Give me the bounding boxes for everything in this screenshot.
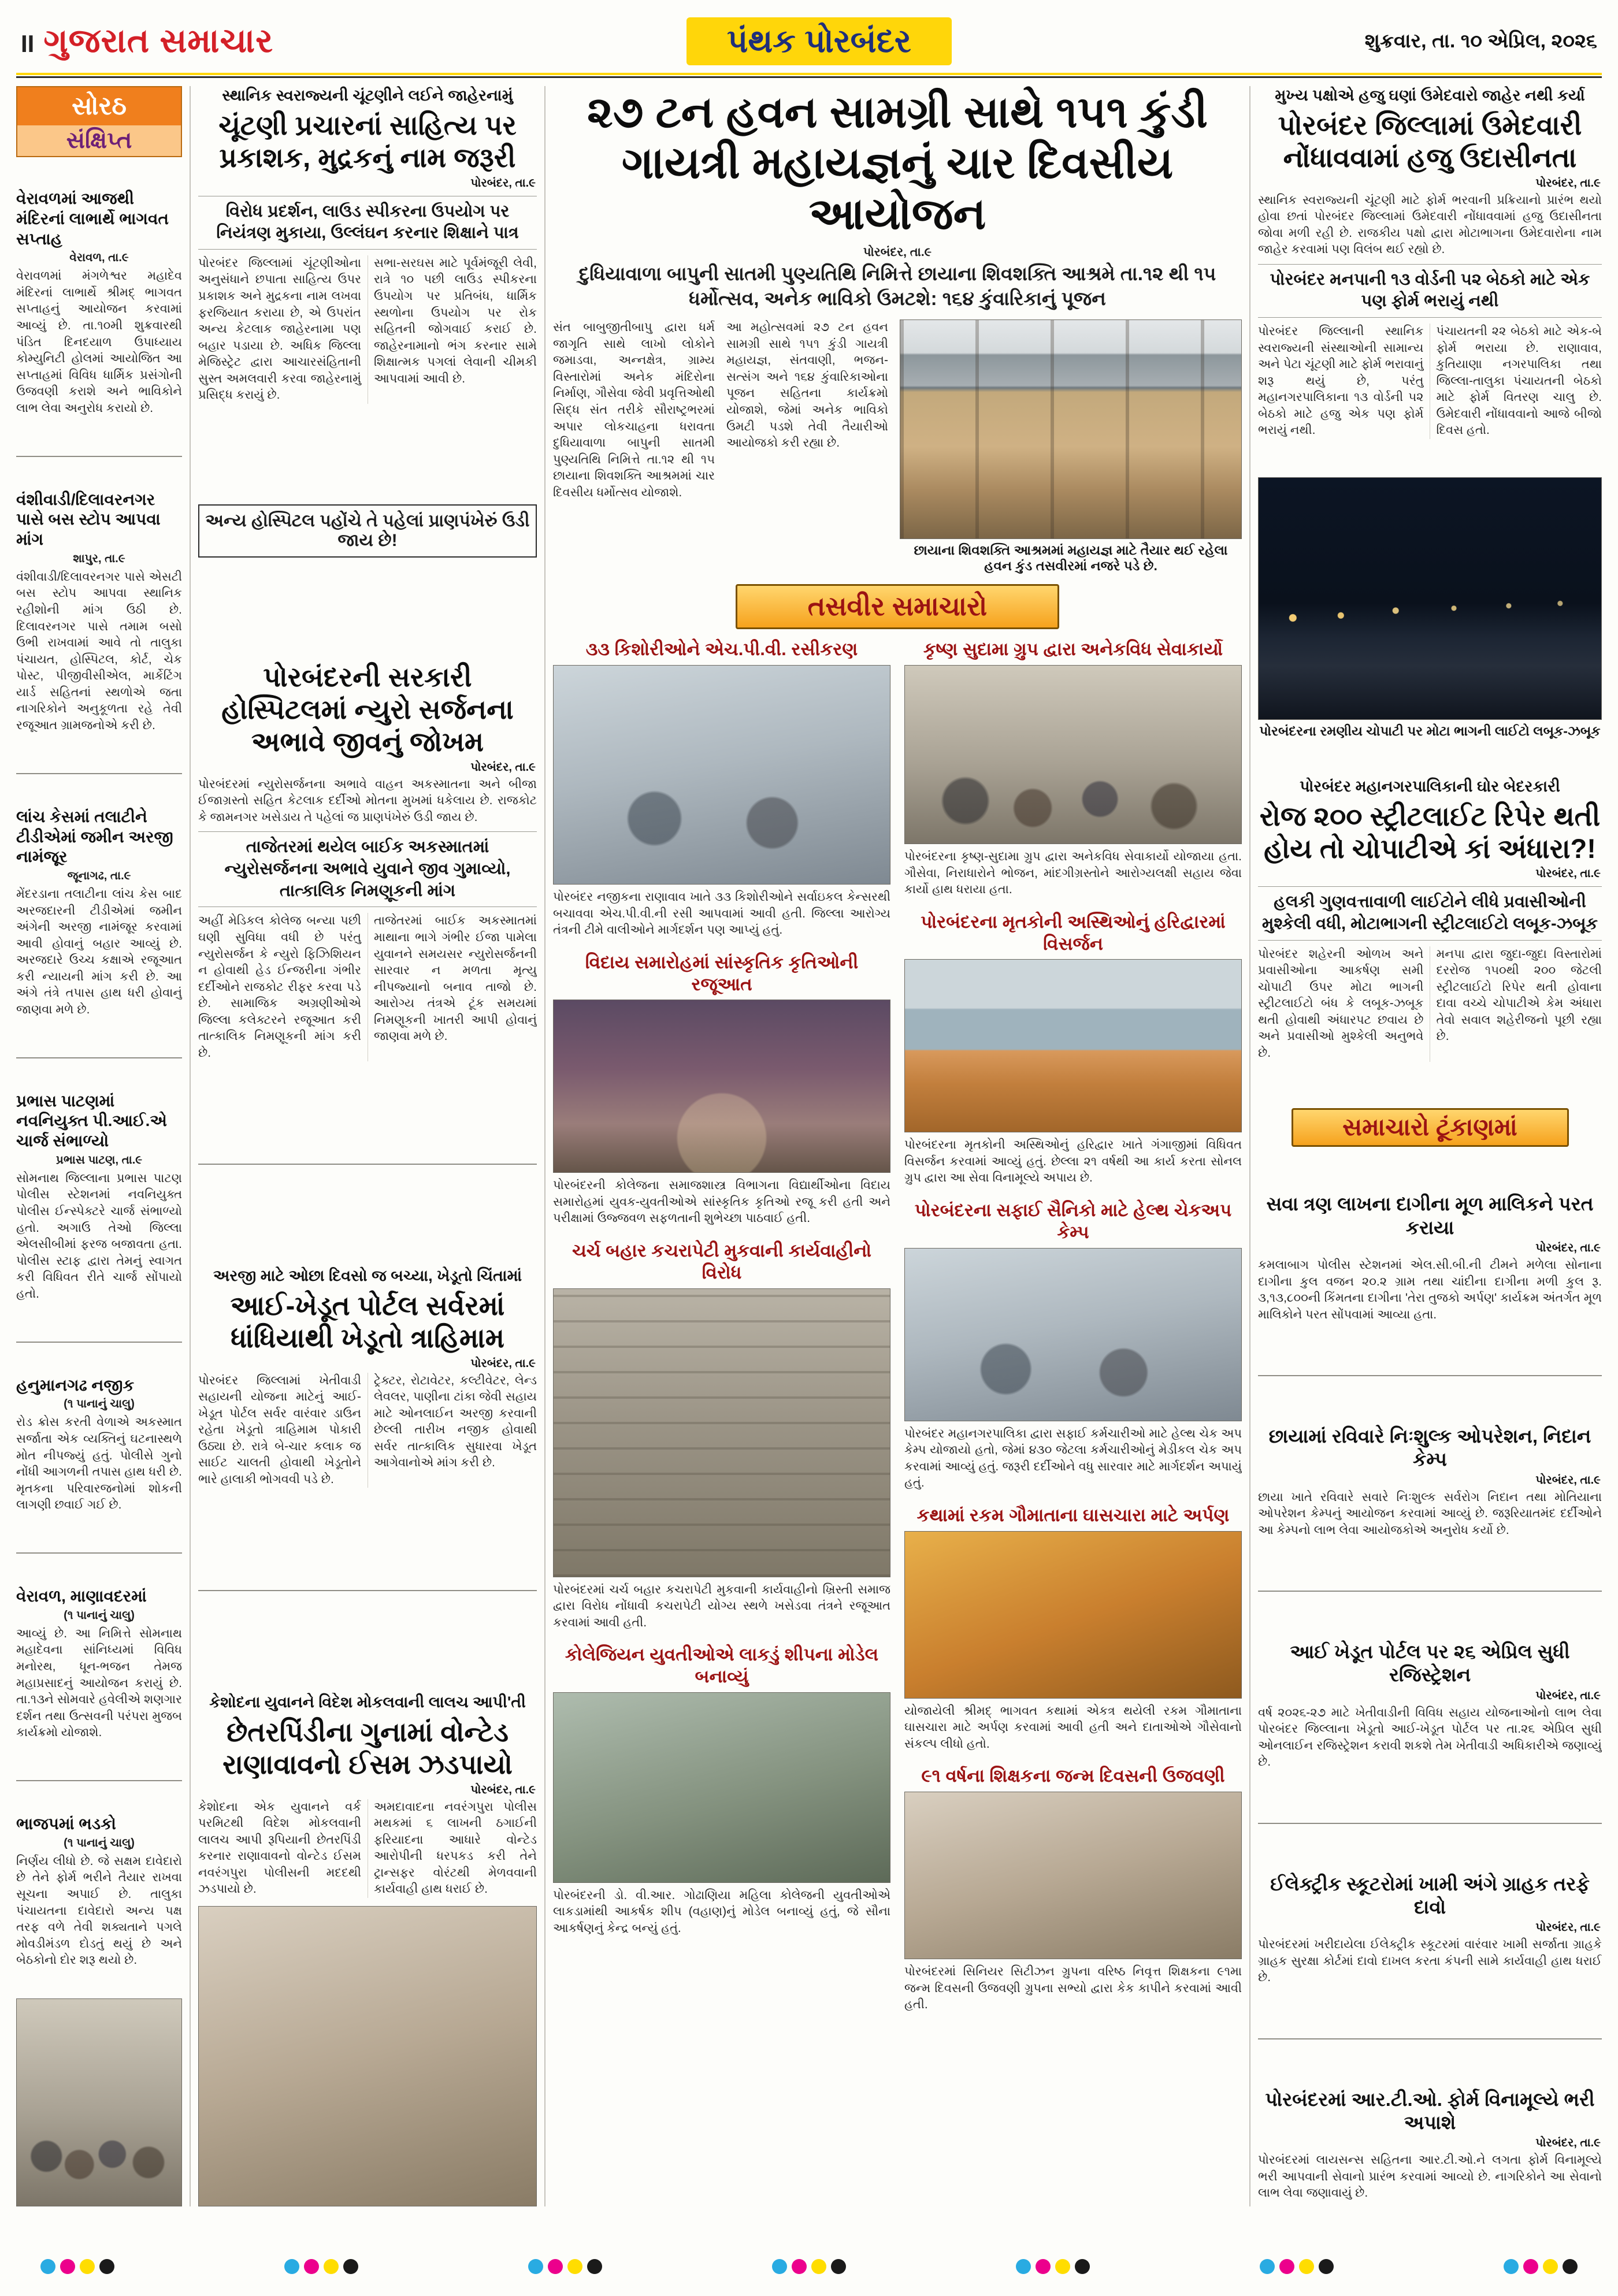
body-text: પોરબંદરના કૃષ્ણ-સુદામા ગ્રુપ દ્વારા અનેકવિધ સેવાકાર્યો યોજાયા હતા. ગૌસેવા, નિરાધારોને ભોજન, માંદગીગ્રસ્તોને આરોગ્યલક્ષી સહાય જેવા કાર્યો હાથ ધરાયા હતા. — [904, 850, 1242, 897]
brief-item — [1258, 1424, 1602, 1539]
article-body — [1258, 324, 1602, 439]
body-text: પોરબંદર જિલ્લામાં ખેતીવાડી સહાયની યોજના માટેનું આઈ-ખેડૂત પોર્ટલ સર્વર વારંવાર ડાઉન રહેતા ખેડૂતો ત્રાહિમામ પોકારી ઉઠ્યા છે. રાત્રે બે-ચાર કલાક જ સાઈટ ચાલતી હોવાથી ખેડૂતોને ભારે હાલાકી ભોગવવી પડે છે. — [198, 1373, 361, 1486]
divider — [198, 1164, 537, 1165]
body-text: કેશોદના એક યુવાનને વર્ક પરમિટથી વિદેશ મોકલવાની લાલચ આપી રૂપિયાની છેતરપિંડી કરનાર રાણાવાવનો વોન્ટેડ ઈસમ નવરંગપુરા પોલીસની મદદથી ઝડપાયો છે. — [198, 1800, 361, 1896]
subhead: પોરબંદર મનપાની ૧૩ વોર્ડની ૫૨ બેઠકો માટે એક પણ ફોર્મ ભરાયું નથી — [1258, 264, 1602, 318]
dateline: પોરબંદર, તા.૯ — [1535, 2137, 1601, 2150]
body-text: પોરબંદરમાં લાયસન્સ સહિતના આર.ટી.ઓ.ને લગતા ફોર્મ વિનામૂલ્યે ભરી આપવાની સેવાનો પ્રારંભ કરવામાં આવ્યો છે. નાગરિકોને આ સેવાનો લાભ લેવા જણાવાયું છે. — [1258, 2153, 1602, 2200]
body-text: પોરબંદરની કોલેજના સમાજશાસ્ત્ર વિભાગના વિદ્યાર્થીઓના વિદાય સમારોહમાં યુવક-યુવતીઓએ સાંસ્કૃતિક કૃતિઓ રજૂ કરી હતી અને પરીક્ષામાં ઉજ્જવળ સફળતાની શુભેચ્છા પાઠવાઈ હતી. — [553, 1179, 890, 1225]
photo-news-grid — [553, 638, 1242, 2013]
body-text: અમદાવાદના નવરંગપુરા પોલીસ મથકમાં ૬ લાખની ઠગાઈની ફરિયાદના આધારે વોન્ટેડ આરોપીની ધરપકડ કરી તેને ટ્રાન્સફર વોરંટથી મેળવવાની કાર્યવાહી હાથ ધરાઈ છે. — [374, 1800, 537, 1896]
pull-quote-box: અન્ય હોસ્પિટલ પહોંચે તે પહેલાં પ્રાણપંખેરું ઉડી જાય છે! — [198, 504, 537, 558]
body-text: નિર્ણય લીધો છે. જે સક્ષમ દાવેદારો છે તેને ફોર્મ ભરીને તૈયાર રાખવા સૂચના અપાઈ છે. તાલુકા પંચાયતના દાવેદારો અન્ય પક્ષ તરફ વળે તેવી શક્યતાને પગલે મોવડીમંડળ દોડતું થયું છે અને બેઠકોનો દોર શરૂ થયો છે. — [16, 1854, 182, 1967]
sorath-title-bottom: સંક્ષિપ્ત — [17, 125, 181, 156]
candidacy-apathy-article — [1258, 86, 1602, 439]
main-headline: ૨૭ ટન હવન સામગ્રી સાથે ૧૫૧ કુંડી ગાયત્રી મહાયજ્ઞનું ચાર દિવસીય આયોજન — [587, 88, 1208, 239]
photo-news-item — [904, 1765, 1242, 2013]
divider — [1258, 2038, 1602, 2039]
streetlight-article — [1258, 777, 1602, 1062]
sorath-column — [16, 86, 190, 2206]
headline: વેરાવળ, માણાવદરમાં — [16, 1587, 147, 1606]
divider — [16, 1780, 182, 1781]
headline: કોલેજિયન યુવતીઓએ લાકડું શીપના મોડેલ બનાવ્યું — [565, 1644, 879, 1687]
subhead: તાજેતરમાં થયેલ બાઈક અકસ્માતમાં ન્યુરોસર્જનના અભાવે યુવાને જીવ ગુમાવ્યો, તાત્કાલિક નિમણૂકની માંગ — [198, 831, 537, 907]
continued-from-page-1: (૧ પાનાનું ચાલુ) — [64, 1398, 135, 1411]
birthday-celebration-photo — [904, 1792, 1242, 1959]
haridwar-ghat-photo — [904, 959, 1242, 1132]
yajna-figure — [900, 319, 1242, 574]
section-banner: પંથક પોરબંદર — [686, 17, 952, 65]
body-text: પોરબંદરમાં ચર્ચ બહાર કચરાપેટી મુકવાની કાર્યવાહીનો ખ્રિસ્તી સમાજ દ્વારા વિરોધ નોંધાવી કચરાપેટી યોગ્ય સ્થળે ખસેડવા તંત્રને રજૂઆત કરવામાં આવી હતી. — [553, 1582, 890, 1629]
body-text: પંચાયતની ૨૨ બેઠકો માટે એક-બે ફોર્મ ભરાયા છે. રાણાવાવ, કુતિયાણા નગરપાલિકા તથા જિલ્લા-તાલુકા પંચાયતની બેઠકો માટે ફોર્મ વિતરણ ચાલુ છે. ઉમેદવારી નોંધાવવાનો આજે બીજો દિવસ હતો. — [1436, 325, 1602, 437]
cmyk-registration-dots — [40, 2259, 114, 2274]
brief-item — [1258, 1639, 1602, 1771]
print-registration-marks — [40, 2259, 1578, 2274]
cmyk-registration-dots — [528, 2259, 602, 2274]
divider — [16, 773, 182, 774]
body-text: સોમનાથ જિલ્લાના પ્રભાસ પાટણ પોલીસ સ્ટેશનમાં નવનિયુક્ત પોલીસ ઈન્સ્પેક્ટરે ચાર્જ સંભાળ્યો હતો. અગાઉ તેઓ જિલ્લા એલસીબીમાં ફરજ બજાવતા હતા. પોલીસ સ્ટાફ દ્વારા તેમનું સ્વાગત કરી વિધિવત રીતે ચાર્જ સોંપાયો હતો. — [16, 1171, 182, 1301]
body-text: સંત બાબુજીતીબાપુ દ્વારા ધર્મ જાગૃતિ સાથે લાખો લોકોને જમાડવા, અન્નક્ષેત્ર, ગ્રામ્ય વિસ્તારોમાં અનેક મંદિરોના નિર્માણ, ગૌસેવા જેવી પ્રવૃત્તિઓથી સિદ્ધ સંત તરીકે સૌરાષ્ટ્રભરમાં અપાર લોકચાહના ધરાવતા દુધિયાવાળા બાપુની સાતમી પુણ્યતિથિ નિમિત્તે તા.૧૨ થી ૧૫ છાયાના શિવશક્તિ આશ્રમમાં ચાર દિવસીય ધર્મોત્સવ યોજાશે. — [553, 321, 715, 499]
page-number: II — [21, 30, 35, 57]
divider — [16, 456, 182, 457]
divider — [16, 1342, 182, 1343]
news-item — [16, 490, 182, 734]
photo-news-item — [553, 1240, 890, 1631]
sorath-title-top: સોરઠ — [17, 87, 181, 125]
news-item-continued — [16, 1587, 182, 1741]
dateline: પ્રભાસ પાટણ, તા.૯ — [55, 1153, 143, 1166]
subhead: વિરોધ પ્રદર્શન, લાઉડ સ્પીકરના ઉપયોગ પર નિયંત્રણ મુકાયા, ઉલ્લંઘન કરનાર શિક્ષાને પાત્ર — [198, 196, 537, 250]
dateline: પોરબંદર, તા.૯ — [470, 1357, 536, 1370]
cmyk-registration-dots — [1016, 2259, 1090, 2274]
divider — [1258, 1823, 1602, 1824]
election-notification-article — [198, 86, 537, 404]
photo-news-item — [553, 1644, 890, 1937]
divider — [16, 1552, 182, 1554]
meeting-photo — [16, 1998, 182, 2206]
dateline: પોરબંદર, તા.૯ — [470, 1783, 536, 1796]
body-text: પોરબંદરના મૃતકોની અસ્થિઓનું હરિદ્વાર ખાતે ગંગાજીમાં વિધિવત વિસર્જન કરવામાં આવ્યું હતું. છેલ્લા ૨૧ વર્ષથી આ કાર્ય કરતા સોનલ ગ્રુપ દ્વારા આ સેવા વિનામૂલ્યે અપાય છે. — [904, 1138, 1242, 1185]
body-text: કમલાબાગ પોલીસ સ્ટેશનમાં એલ.સી.બી.ની ટીમને મળેલા સોનાના દાગીના કુલ વજન ૨૦.૨ ગ્રામ તથા ચાંદીના દાગીના મળી કુલ રૂ. ૩,૧૩,૮૦૦ની કિંમતના દાગીના 'તેરા તુજકો અર્પણ' કાર્યક્રમ અંતર્ગત મૂળ માલિકોને પરત સોંપવામાં આવ્યા હતા. — [1258, 1258, 1602, 1321]
dateline: પોરબંદર, તા.૯ — [1535, 1689, 1601, 1702]
dateline: પોરબંદર, તા.૯ — [1535, 867, 1601, 880]
kicker: સ્થાનિક સ્વરાજ્યની ચૂંટણીને લઈને જાહેરનામું — [222, 87, 513, 104]
body-text: પોરબંદરની ડો. વી.આર. ગોઢાણિયા મહિલા કોલેજની યુવતીઓએ લાકડામાંથી આકર્ષક શીપ (વહાણ)નું મોડેલ બનાવ્યું હતું, જે સૌના આકર્ષણનું કેન્દ્ર બન્યું હતું. — [553, 1888, 890, 1935]
dateline: પોરબંદર, તા.૯ — [470, 760, 536, 774]
body-text: વેરાવળમાં મંગળેશ્વર મહાદેવ મંદિરનાં લાભાર્થે શ્રીમદ્ ભાગવત સપ્તાહનું આયોજન કરવામાં આવ્યું છે. તા.૧૦મી શુક્રવારથી પંડિત દિનદયાળ ઉપાધ્યાય કોમ્યુનિટી હોલમાં આયોજિત આ સપ્તાહમાં વિવિધ ધાર્મિક પ્રસંગોની ઉજવણી કરાશે અને ભાવિકોને લાભ લેવા અનુરોધ કરાયો છે. — [16, 269, 182, 415]
body-text: આવ્યું છે. આ નિમિત્તે સોમનાથ મહાદેવના સાંનિધ્યમાં વિવિધ મનોરથ, ધૂન-ભજન તેમજ મહાપ્રસાદનું આયોજન કરાયું છે. તા.૧૩ને સોમવારે હવેલીએ શણગાર દર્શન તથા ઉત્સવની પરંપરા મુજબ કાર્યક્રમો યોજાશે. — [16, 1626, 182, 1740]
photo-news-item — [904, 1504, 1242, 1752]
headline: પોરબંદરના મૃતકોની અસ્થિઓનું હરિદ્વારમાં વિસર્જન — [921, 911, 1226, 954]
headline: ચર્ચ બહાર કચરાપેટી મુકવાની કાર્યવાહીનો વિરોધ — [572, 1240, 872, 1283]
headline: સવા ત્રણ લાખના દાગીના મૂળ માલિકને પરત કરાયા — [1266, 1193, 1594, 1238]
article-body — [1258, 946, 1602, 1062]
kicker: કેશોદના યુવાનને વિદેશ મોકલવાની લાલચ આપી'તી — [209, 1693, 526, 1711]
body-text: પોરબંદરમાં સિનિયર સિટીઝન ગ્રુપના વરિષ્ઠ નિવૃત્ત શિક્ષકના ૯૧મા જન્મ દિવસની ઉજવણી ગ્રુપના સભ્યો દ્વારા કેક કાપીને કરવામાં આવી હતી. — [904, 1965, 1242, 2012]
subhead: હલકી ગુણવત્તાવાળી લાઈટોને લીધે પ્રવાસીઓની મુશ્કેલી વધી, મોટાભાગની સ્ટ્રીટલાઈટો લબૂક-ઝબૂક — [1258, 886, 1602, 940]
headline: વિદાય સમારોહમાં સાંસ્કૃતિક કૃતિઓની રજૂઆત — [585, 952, 859, 994]
column-a — [190, 86, 544, 2206]
ship-model-photo — [553, 1692, 890, 1883]
cmyk-registration-dots — [1260, 2259, 1334, 2274]
kicker: પોરબંદર મહાનગરપાલિકાની ઘોર બેદરકારી — [1300, 777, 1560, 795]
ikhedut-portal-article — [198, 1266, 537, 1488]
masthead-left — [21, 21, 273, 61]
body-text: રોડ ક્રોસ કરતી વેળાએ અકસ્માત સર્જાતા એક વ્યક્તિનું ઘટનાસ્થળે મોત નીપજ્યું હતું. પોલીસે ગુનો નોંધી આગળની તપાસ હાથ ધરી છે. મૃતકના પરિવારજનોમાં શોકની લાગણી છવાઈ ગઈ છે. — [16, 1416, 182, 1512]
divider — [198, 1590, 537, 1591]
photo-news-right-column — [904, 638, 1242, 2013]
headline: લાંચ કેસમાં તલાટીને ટીડીએમાં જમીન અરજી નામંજૂર — [16, 807, 173, 866]
news-item — [16, 189, 182, 417]
photo-news-left-column — [553, 638, 890, 2013]
article-body — [198, 255, 537, 404]
divider — [16, 1057, 182, 1058]
headline: વંશીવાડી/દિલાવરનગર પાસે બસ સ્ટોપ આપવા માંગ — [16, 490, 161, 549]
headline: ૩૩ કિશોરીઓને એચ.પી.વી. રસીકરણ — [585, 639, 858, 660]
ashram-shed-photo — [900, 319, 1242, 539]
headline: છાયામાં રવિવારે નિઃશુલ્ક ઓપરેશન, નિદાન કેમ્પ — [1268, 1425, 1591, 1470]
body-text: આ મહોત્સવમાં ૨૭ ટન હવન સામગ્રી સાથે ૧૫૧ કુંડી ગાયત્રી મહાયજ્ઞ, સંતવાણી, ભજન-સત્સંગ અને ૧૬૪ કુંવારિકાઓના પૂજન સહિતના કાર્યક્રમો યોજાશે, જેમાં અનેક ભાવિકો ઉમટી પડશે તેવી તૈયારીઓ આયોજકો કરી રહ્યા છે. — [726, 321, 888, 450]
continued-from-page-1: (૧ પાનાનું ચાલુ) — [64, 1608, 135, 1622]
kicker: મુખ્ય પક્ષોએ હજુ ઘણાં ઉમેદવારો જાહેર નથી કર્યા — [1275, 87, 1585, 104]
headline: આઈ-ખેડૂત પોર્ટલ સર્વરમાં ધાંધિયાથી ખેડૂતો ત્રાહિમામ — [230, 1290, 505, 1354]
right-column — [1249, 86, 1602, 2206]
headline: વેરાવળમાં આજથી મંદિરનાં લાભાર્થે ભાગવત સપ્તાહ — [16, 190, 169, 248]
body-text: વંશીવાડી/દિલાવરનગર પાસે એસટી બસ સ્ટોપ આપવા સ્થાનિક રહીશોની માંગ ઉઠી છે. દિલાવરનગર પાસે તમામ બસો ઉભી રાખવામાં આવે તો તાલુકા પંચાયત, હોસ્પિટલ, કોર્ટ, ચેક પોસ્ટ, પીજીવીસીએલ, માર્કેટિંગ યાર્ડ સહિતનાં સ્થળોએ જતા નાગરિકોને અનુકૂળતા રહે તેવી રજૂઆત ગ્રામજનોએ કરી છે. — [16, 570, 182, 732]
divider — [1258, 1375, 1602, 1376]
body-text: અહીં મેડિકલ કોલેજ બન્યા પછી ઘણી સુવિધા વધી છે પરંતુ ન્યુરોસર્જન કે ન્યુરો ફિઝિશિયન ન હોવાથી હેડ ઈન્જરીના ગંભીર દર્દીઓને રાજકોટ રીફર કરવા પડે છે. સામાજિક અગ્રણીઓએ જિલ્લા કલેક્ટરને રજૂઆત કરી તાત્કાલિક નિમણૂકની માંગ કરી છે. — [198, 914, 361, 1060]
article-body — [198, 1799, 537, 1898]
photo-news-item — [904, 1199, 1242, 1492]
article-body — [553, 319, 1242, 574]
headline: હનુમાનગઢ નજીક — [16, 1376, 135, 1394]
cmyk-registration-dots — [772, 2259, 846, 2274]
dateline: જૂનાગઢ, તા.૯ — [67, 869, 131, 882]
mahayagna-article — [553, 86, 1242, 574]
dateline: પોરબંદર, તા.૯ — [1535, 1241, 1601, 1254]
headline: છેતરપિંડીના ગુનામાં વોન્ટેડ રાણાવાવનો ઈસમ ઝડપાયો — [222, 1716, 513, 1780]
dateline: પોરબંદર, તા.૯ — [1535, 176, 1601, 190]
headline: પોરબંદરના સફાઈ સૈનિકો માટે હેલ્થ ચેકઅપ કેમ્પ — [914, 1199, 1232, 1242]
news-item — [16, 1091, 182, 1303]
center-column — [544, 86, 1249, 2206]
body-text: ટ્રેક્ટર, રોટાવેટર, કલ્ટીવેટર, લેન્ડ લેવલર, પાણીના ટાંકા જેવી સહાય માટે ઓનલાઈન અરજી કરવાની છેલ્લી તારીખ નજીક હોવાથી સર્વર તાત્કાલિક સુધારવા ખેડૂત આગેવાનોએ માંગ કરી છે. — [374, 1373, 537, 1470]
photo-news-banner: તસવીર સમાચારો — [736, 584, 1059, 629]
continued-from-page-1: (૧ પાનાનું ચાલુ) — [64, 1836, 135, 1849]
newspaper-logo: ગુજરાત સમાચાર — [43, 22, 274, 60]
sorath-section-header — [16, 86, 182, 157]
body-text: પોરબંદર મહાનગરપાલિકા દ્વારા સફાઈ કર્મચારીઓ માટે હેલ્થ ચેક અપ કેમ્પ યોજાયો હતો, જેમાં ૪૩૦ જેટલા કર્મચારીઓનું મેડીકલ ચેક અપ કરવામાં આવ્યું હતું. જરૂરી દર્દીઓને વધુ સારવાર માટે માર્ગદર્શન અપાયું હતું. — [904, 1426, 1242, 1490]
farewell-stage-photo — [553, 1000, 890, 1173]
photo-caption: પોરબંદરના રમણીય ચોપાટી પર મોટા ભાગની લાઈટો લબૂક-ઝબૂક — [1259, 723, 1601, 738]
kicker: અરજી માટે ઓછા દિવસો જ બચ્યા, ખેડૂતો ચિંતામાં — [213, 1267, 522, 1285]
chowpatty-night-photo — [1258, 477, 1602, 720]
photo-news-item — [904, 911, 1242, 1187]
body-text: પોરબંદરમાં ખરીદાયેલા ઈલેક્ટ્રીક સ્કૂટરમાં વારંવાર ખામી સર્જાતા ગ્રાહકે ગ્રાહક સુરક્ષા કોર્ટમાં દાવો દાખલ કરતા કંપની સામે કાર્યવાહી હાથ ધરાઈ છે. — [1258, 1938, 1602, 1985]
headline: ઈલેક્ટ્રીક સ્કૂટરોમાં ખામી અંગે ગ્રાહક તરફે દાવો — [1270, 1873, 1590, 1918]
chowpatty-night-figure — [1258, 477, 1602, 739]
body-text: તાજેતરમાં બાઈક અકસ્માતમાં માથાના ભાગે ગંભીર ઈજા પામેલા યુવાનને સમયસર ન્યુરોસર્જનની સારવાર ન મળતા મૃત્યુ નીપજ્યાનો બનાવ તાજો છે. આરોગ્ય તંત્રએ ટૂંક સમયમાં નિમણૂકની ખાતરી આપી હોવાનું જાણવા મળે છે. — [374, 914, 537, 1043]
intro-text: પોરબંદરમાં ન્યુરોસર્જનના અભાવે વાહન અકસ્માતના અને બીજા ઈજાગ્રસ્તો સહિત કેટલાક દર્દીઓ મોતના મુખમાં ધકેલાય છે. રાજકોટ કે જામનગર ખસેડાય તે પહેલાં જ પ્રાણપંખેરું ઉડી જાય છે. — [198, 777, 537, 824]
body-text: પોરબંદર નજીકના રાણાવાવ ખાતે ૩૩ કિશોરીઓને સર્વાઇકલ કેન્સરથી બચાવવા એચ.પી.વી.ની રસી આપવામાં આવી હતી. જિલ્લા આરોગ્ય તંત્રની ટીમે વાલીઓને માર્ગદર્શન પણ આપ્યું હતું. — [553, 890, 890, 937]
photo-news-item — [904, 638, 1242, 898]
body-text: મેંદરડાના તલાટીના લાંચ કેસ બાદ અરજદારની ટીડીએમાં જમીન અંગેની અરજી નામંજૂર કરવામાં આવી હોવાનું બહાર આવ્યું છે. અરજદારે ઉચ્ચ કક્ષાએ રજૂઆત કરી ન્યાયની માંગ કરી છે. આ અંગે તંત્રે તપાસ હાથ ધરી હોવાનું જાણવા મળે છે. — [16, 887, 182, 1016]
dateline: પોરબંદર, તા.૯ — [1535, 1473, 1601, 1487]
headline: ૯૧ વર્ષના શિક્ષકના જન્મ દિવસની ઉજવણી — [921, 1766, 1225, 1786]
photo-caption: છાયાના શિવશક્તિ આશ્રમમાં મહાયજ્ઞ માટે તૈયાર થઈ રહેલા હવન કુંડ તસવીરમાં નજરે પડે છે. — [914, 543, 1228, 574]
cmyk-registration-dots — [284, 2259, 358, 2274]
body-text: પોરબંદર શહેરની ઓળખ અને પ્રવાસીઓના આકર્ષણ સમી ચોપાટી ઉપર મોટા ભાગની સ્ટ્રીટલાઈટો બંધ કે લબૂક-ઝબૂક થતી હોવાથી અંધારપટ છવાય છે અને પ્રવાસીઓ મુશ્કેલી અનુભવે છે. — [1258, 947, 1424, 1060]
body-text: સભા-સરઘસ માટે પૂર્વમંજૂરી લેવી, રાત્રે ૧૦ પછી લાઉડ સ્પીકરના ઉપયોગ પર પ્રતિબંધ, ધાર્મિક સ્થળોના ઉપયોગ પર રોક સહિતની જોગવાઈ કરાઈ છે. જાહેરનામાનો ભંગ કરનાર સામે શિક્ષાત્મક પગલાં લેવાની ચીમકી આપવામાં આવી છે. — [374, 256, 537, 385]
headline: રોજ ૨૦૦ સ્ટ્રીટલાઈટ રિપેર થતી હોય તો ચોપાટીએ કાં અંધારા?! — [1259, 800, 1601, 864]
katha-donation-photo — [904, 1531, 1242, 1699]
photo-news-item — [553, 638, 890, 938]
lead-paragraph: દુધિયાવાળા બાપુની સાતમી પુણ્યતિથિ નિમિત્તે છાયાના શિવશક્તિ આશ્રમે તા.૧૨ થી ૧૫ ધર્મોત્સવ, અનેક ભાવિકો ઉમટશે: ૧૬૪ કુંવારિકાનું પૂજન — [578, 263, 1216, 310]
dateline: પોરબંદર, તા.૯ — [863, 246, 932, 259]
service-group-photo — [904, 665, 1242, 844]
lead-text: સ્થાનિક સ્વરાજ્યની ચૂંટણી માટે ફોર્મ ભરવાની પ્રક્રિયાનો પ્રારંભ થયો હોવા છતાં પોરબંદર જિલ્લામાં ઉમેદવારી નોંધાવવામાં હજુ ઉદાસીનતા જોવા મળી રહી છે. રાજકીય પક્ષો દ્વારા મોટાભાગના ઉમેદવારોના નામ જાહેર કરવામાં પણ વિલંબ થઈ રહ્યો છે. — [1258, 193, 1602, 257]
headline: પોરબંદર જિલ્લામાં ઉમેદવારી નોંધાવવામાં હજુ ઉદાસીનતા — [1278, 109, 1582, 173]
headline: કૃષ્ણ સુદામા ગ્રુપ દ્વારા અનેકવિધ સેવાકાર્યો — [923, 639, 1223, 660]
brief-item — [1258, 1871, 1602, 1986]
article-body — [198, 913, 537, 1061]
headline: પોરબંદરની સરકારી હોસ્પિટલમાં ન્યુરો સર્જનના અભાવે જીવનું જોખમ — [221, 661, 514, 757]
body-text: વર્ષ ૨૦૨૬-૨૭ માટે ખેતીવાડીની વિવિધ સહાય યોજનાઓનો લાભ લેવા પોરબંદર જિલ્લાના ખેડૂતો આઈ-ખેડૂત પોર્ટલ પર તા.૨૬ એપ્રિલ સુધી ઓનલાઈન રજિસ્ટ્રેશન કરાવી શકશે તેમ ખેતીવાડી અધિકારીએ જણાવ્યું છે. — [1258, 1706, 1602, 1769]
news-item-continued — [16, 1814, 182, 1969]
header-rule — [16, 73, 1602, 78]
dateline: શાપુર, તા.૯ — [73, 552, 125, 565]
body-text: છાયા ખાતે રવિવારે સવારે નિઃશુલ્ક સર્વરોગ નિદાન તથા મોતિયાના ઓપરેશન કેમ્પનું આયોજન કરવામાં આવ્યું છે. જરૂરિયાતમંદ દર્દીઓને આ કેમ્પનો લાભ લેવા આયોજકોએ અનુરોધ કર્યો છે. — [1258, 1490, 1602, 1537]
dateline: વેરાવળ, તા.૯ — [69, 251, 129, 265]
headline: પ્રભાસ પાટણમાં નવનિયુક્ત પી.આઈ.એ ચાર્જ સંભાળ્યો — [16, 1091, 167, 1150]
headline: ચૂંટણી પ્રચારનાં સાહિત્ય પર પ્રકાશક, મુદ્રકનું નામ જરૂરી — [218, 109, 517, 173]
fraud-arrest-article — [198, 1693, 537, 2206]
page-content — [16, 86, 1602, 2206]
dateline: પોરબંદર, તા.૯ — [1535, 1921, 1601, 1934]
brief-item — [1258, 2087, 1602, 2202]
neuro-surgeon-article — [198, 659, 537, 1062]
headline: કથામાં રકમ ગૌમાતાના ઘાસચારા માટે અર્પણ — [916, 1504, 1230, 1525]
headline: આઈ ખેડૂત પોર્ટલ પર ૨૬ એપ્રિલ સુધી રજિસ્ટ્રેશન — [1290, 1641, 1570, 1686]
body-text: મનપા દ્વારા જુદા-જુદા વિસ્તારોમાં દરરોજ ૧૫૦થી ૨૦૦ જેટલી સ્ટ્રીટલાઈટો રિપેર થતી હોવાના દાવા વચ્ચે ચોપાટીએ કેમ અંધારા તેવો સવાલ શહેરીજનો પૂછી રહ્યા છે. — [1436, 947, 1602, 1043]
church-wall-photo — [553, 1288, 890, 1577]
news-item — [16, 807, 182, 1019]
arrested-person-photo — [198, 1906, 537, 2206]
date-line: શુક્રવાર, તા. ૧૦ એપ્રિલ, ૨૦૨૬ — [1364, 29, 1597, 52]
briefs-banner: સમાચારો ટૂંકાણમાં — [1292, 1108, 1569, 1147]
health-camp-photo — [904, 1248, 1242, 1421]
cmyk-registration-dots — [1504, 2259, 1578, 2274]
photo-news-item — [553, 952, 890, 1227]
masthead — [16, 12, 1602, 70]
article-body — [198, 1373, 537, 1488]
news-item-continued — [16, 1376, 182, 1514]
headline: ભાજપમાં ભડકો — [16, 1815, 116, 1833]
divider — [1258, 1591, 1602, 1592]
body-text: યોજાયેલી શ્રીમદ્ ભાગવત કથામાં એકત્ર થયેલી રકમ ગૌમાતાના ઘાસચારા માટે અર્પણ કરવામાં આવી હતી અને દાતાઓએ ગૌસેવાનો સંકલ્પ લીધો હતો. — [904, 1704, 1242, 1751]
body-text: પોરબંદર જિલ્લાની સ્થાનિક સ્વરાજ્યની સંસ્થાઓની સામાન્ય અને પેટા ચૂંટણી માટે ફોર્મ ભરાવાનું શરૂ થયું છે, પરંતુ મહાનગરપાલિકાના ૧૩ વોર્ડની ૫૨ બેઠકો માટે હજુ એક પણ ફોર્મ ભરાયું નથી. — [1258, 325, 1424, 437]
dateline: પોરબંદર, તા.૯ — [470, 176, 536, 190]
headline: પોરબંદરમાં આર.ટી.ઓ. ફોર્મ વિનામૂલ્યે ભરી અપાશે — [1265, 2088, 1595, 2133]
body-text: પોરબંદર જિલ્લામાં ચૂંટણીઓના અનુસંધાને છપાતા સાહિત્ય ઉપર પ્રકાશક અને મુદ્રકના નામ લખવા ફરજિયાત કરાયા છે, એ ઉપરાંત અન્ય કેટલાક જાહેરનામા પણ બહાર પડાયા છે. અધિક જિલ્લા મેજિસ્ટ્રેટ દ્વારા આચારસંહિતાની સુસ્ત અમલવારી કરવા જાહેરનામું પ્રસિદ્ધ કરાયું છે. — [198, 256, 361, 402]
vaccination-photo — [553, 665, 890, 885]
brief-item — [1258, 1191, 1602, 1323]
